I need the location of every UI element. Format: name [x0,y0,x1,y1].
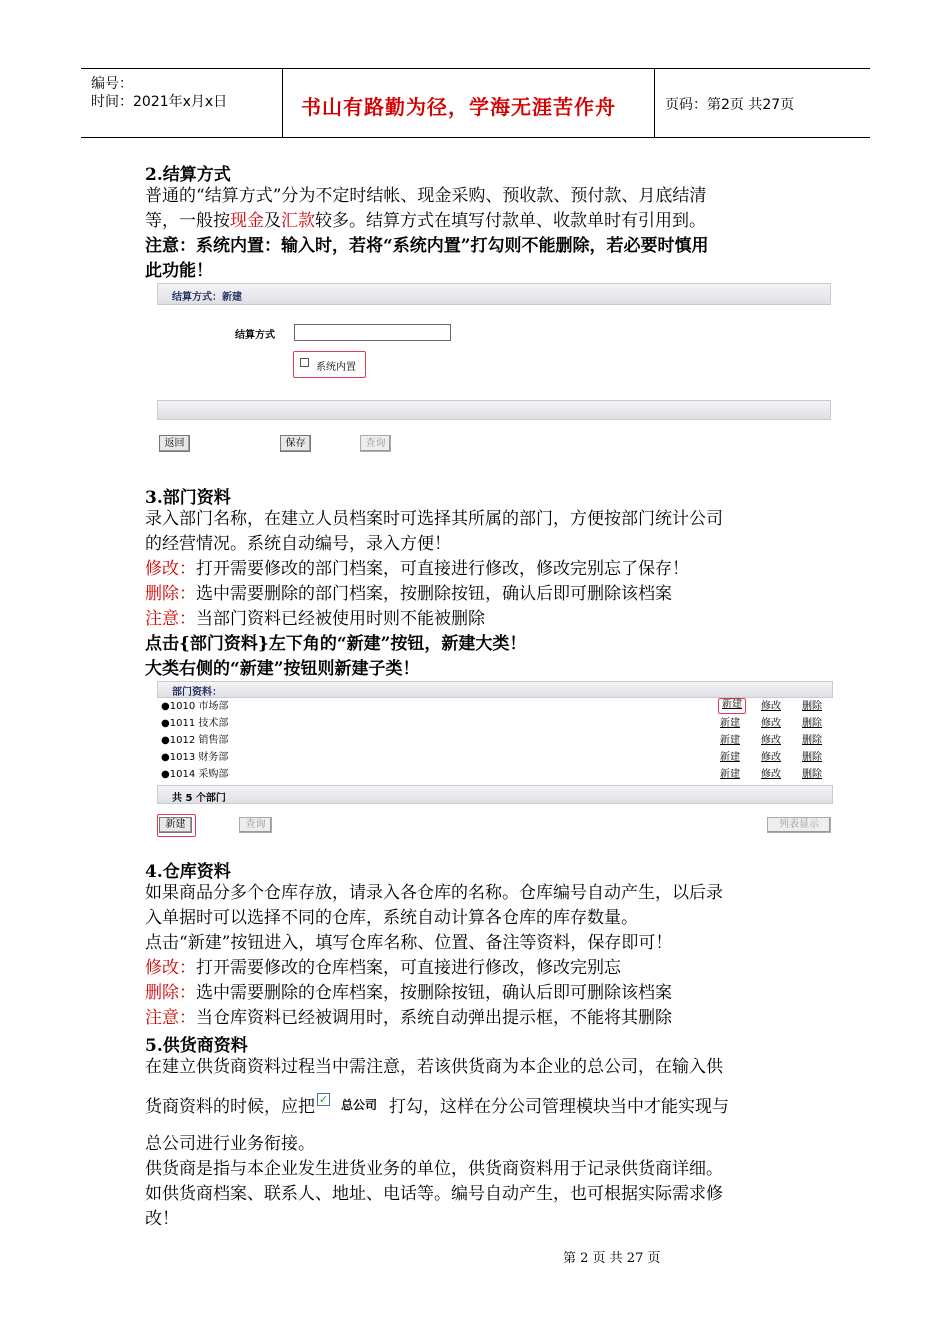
highlight-remit: 汇款 [281,211,315,231]
dept-code: ●1014 [161,769,196,780]
paragraph: 如供货商档案、联系人、地址、电话等。编号自动产生，也可根据实际需求修 [145,1184,723,1204]
dept-code: ●1013 [161,752,196,763]
head-office-checkbox-image [315,1095,389,1115]
query-button[interactable]: 查询 [360,435,391,452]
settlement-form-screenshot [157,283,831,455]
dept-name: 销售部 [198,735,229,746]
attention-note [145,607,485,632]
paragraph: 点击“新建”按钮进入，填写仓库名称、位置、备注等资料，保存即可！ [145,933,673,953]
list-item [161,732,829,749]
new-category-button[interactable]: 新建 [159,817,192,833]
page-footer: 第 2 页 共 27 页 [563,1251,661,1266]
new-sub-link[interactable]: 新建 [720,769,740,780]
paragraph: 录入部门名称，在建立人员档案时可选择其所属的部门，方便按部门统计公司 [145,509,723,529]
text: 选中需要删除的仓库档案，按删除按钮，确认后即可删除该档案 [196,983,672,1003]
section-3-title: 3.部门资料 [145,488,231,508]
doc-number-label: 编号： [91,76,133,92]
delete-link[interactable]: 删除 [802,701,822,712]
highlight-box [293,351,366,378]
back-button[interactable]: 返回 [159,435,190,452]
delete-link[interactable]: 删除 [802,769,822,780]
department-list-screenshot [157,681,833,837]
dept-code: ●1011 [161,718,196,729]
attention-note [145,1006,672,1031]
form-footer-bar [157,400,831,420]
edit-link[interactable]: 修改 [761,752,781,763]
dept-code: ●1012 [161,735,196,746]
delete-link[interactable]: 删除 [802,752,822,763]
text: 打开需要修改的仓库档案，可直接进行修改，修改完别忘 [196,958,621,978]
list-item [161,749,829,766]
highlight-cash: 现金 [230,211,264,231]
field-label: 结算方式 [235,330,275,341]
paragraph: 普通的“结算方式”分为不定时结帐、现金采购、预收款、预付款、月底结清 [145,186,707,206]
list-title-bar [157,681,833,698]
text: 选中需要删除的部门档案，按删除按钮，确认后即可删除该档案 [196,584,672,604]
list-view-button[interactable]: 列表显示 [767,817,831,833]
department-count: 共 5 个部门 [172,793,226,804]
paragraph: 入单据时可以选择不同的仓库，系统自动计算各仓库的库存数量。 [145,908,638,928]
list-footer-bar [157,785,833,804]
edit-link[interactable]: 修改 [761,769,781,780]
text: 及 [264,211,281,231]
section-4-title: 4.仓库资料 [145,862,231,882]
checkbox-label: 系统内置 [316,362,356,373]
dept-name: 采购部 [198,769,229,780]
paragraph: 的经营情况。系统自动编号，录入方便！ [145,534,451,554]
new-button-highlight [157,814,196,837]
header-divider [654,69,655,137]
delete-link[interactable]: 删除 [802,735,822,746]
edit-link[interactable]: 修改 [761,735,781,746]
settlement-method-input[interactable] [294,324,451,341]
header-motto: 书山有路勤为径，学海无涯苦作舟 [301,95,616,119]
form-title-bar [157,283,831,305]
new-sub-link[interactable]: 新建 [722,699,742,710]
label-delete: 删除： [145,983,196,1003]
section-2-title: 2.结算方式 [145,165,231,185]
list-title: 部门资料： [172,687,222,698]
new-sub-link[interactable]: 新建 [720,735,740,746]
note-bold: 注意：系统内置：输入时，若将“系统内置”打勾则不能删除，若必要时慎用 [145,236,709,256]
text: 等，一般按 [145,211,230,231]
paragraph [145,1095,729,1120]
header-divider [282,69,283,137]
section-5-title: 5.供货商资料 [145,1036,248,1056]
new-sub-link-highlight [718,698,746,714]
text: 较多。结算方式在填写付款单、收款单时有引用到。 [315,211,706,231]
query-button[interactable]: 查询 [239,817,272,833]
save-button[interactable]: 保存 [280,435,311,452]
label-modify: 修改： [145,559,196,579]
delete-note [145,582,672,607]
list-item [161,698,829,715]
system-builtin-checkbox[interactable] [300,358,309,367]
delete-link[interactable]: 删除 [802,718,822,729]
text: 货商资料的时候，应把 [145,1097,315,1117]
doc-date: 时间：2021年x月x日 [91,94,228,110]
modify-note [145,956,621,981]
instruction-bold: 点击{部门资料}左下角的“新建”按钮，新建大类！ [145,634,527,654]
dept-name: 技术部 [198,718,229,729]
new-sub-link[interactable]: 新建 [720,752,740,763]
instruction-bold: 大类右侧的“新建”按钮则新建子类！ [145,659,420,679]
modify-note [145,557,689,582]
page-header [81,68,870,138]
paragraph: 在建立供货商资料过程当中需注意，若该供货商为本企业的总公司，在输入供 [145,1057,723,1077]
page-code: 页码：第2页 共27页 [665,97,795,113]
edit-link[interactable]: 修改 [761,718,781,729]
list-item [161,766,829,783]
paragraph [145,209,706,234]
list-item [161,715,829,732]
dept-code: ●1010 [161,701,196,712]
paragraph: 如果商品分多个仓库存放，请录入各仓库的名称。仓库编号自动产生，以后录 [145,883,723,903]
delete-note [145,981,672,1006]
label-delete: 删除： [145,584,196,604]
label-modify: 修改： [145,958,196,978]
label-attention: 注意： [145,1008,196,1028]
department-list [161,698,829,783]
text: 当仓库资料已经被调用时，系统自动弹出提示框，不能将其删除 [196,1008,672,1028]
checkmark-icon: ✓ [318,1093,329,1106]
dept-name: 财务部 [198,752,229,763]
form-title: 结算方式：新建 [172,292,242,303]
label-attention: 注意： [145,609,196,629]
paragraph: 总公司进行业务衔接。 [145,1134,315,1154]
paragraph: 改！ [145,1209,179,1229]
text: 打勾，这样在分公司管理模块当中才能实现与 [389,1097,729,1117]
paragraph: 供货商是指与本企业发生进货业务的单位，供货商资料用于记录供货商详细。 [145,1159,723,1179]
head-office-label: 总公司 [341,1098,378,1112]
new-sub-link[interactable]: 新建 [720,718,740,729]
text: 当部门资料已经被使用时则不能被删除 [196,609,485,629]
dept-name: 市场部 [198,701,229,712]
edit-link[interactable]: 修改 [761,701,781,712]
text: 打开需要修改的部门档案，可直接进行修改，修改完别忘了保存！ [196,559,689,579]
note-bold: 此功能！ [145,261,213,281]
